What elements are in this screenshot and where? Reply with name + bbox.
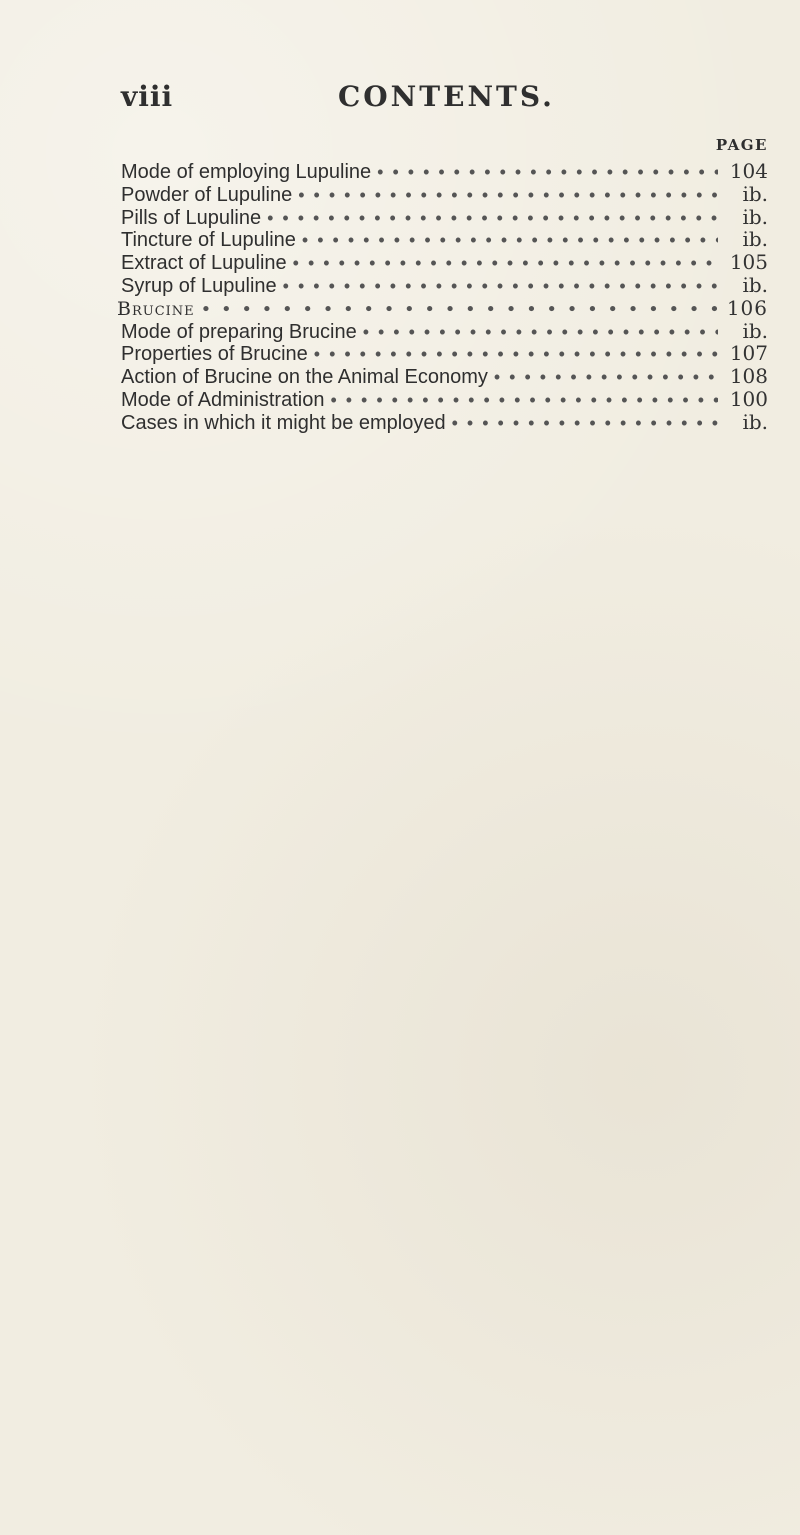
entry-page-number: 107 — [729, 341, 768, 366]
dot-leader — [283, 275, 718, 297]
page-header — [121, 80, 555, 114]
dot-leader — [363, 321, 718, 343]
contents-list — [117, 159, 768, 434]
entry-title: Syrup of Lupuline — [121, 274, 277, 297]
page-folio: viii — [121, 80, 174, 113]
contents-entry — [121, 388, 768, 411]
contents-entry — [121, 251, 768, 274]
entry-page-number: ib. — [742, 272, 768, 297]
entry-page-number: 106 — [726, 295, 768, 320]
entry-page-number: ib. — [742, 204, 768, 229]
contents-entry — [121, 365, 768, 388]
entry-title: Extract of Lupuline — [121, 252, 287, 275]
entry-title: Mode of preparing Brucine — [121, 320, 357, 343]
contents-section-entry — [117, 297, 768, 320]
entry-page-number: 104 — [729, 159, 768, 183]
entry-page-number: 105 — [729, 250, 768, 275]
entry-title: Cases in which it might be employed — [121, 411, 446, 434]
entry-title: Properties of Brucine — [121, 343, 308, 366]
contents-entry — [121, 183, 768, 206]
contents-entry — [121, 160, 768, 183]
entry-title: Mode of Administration — [121, 388, 325, 411]
dot-leader — [267, 207, 718, 229]
contents-entry — [121, 320, 768, 343]
entry-title: Pills of Lupuline — [121, 206, 262, 229]
dot-leader — [377, 161, 718, 183]
contents-entry — [121, 206, 768, 229]
entry-title: Mode of employing Lupuline — [121, 161, 372, 183]
entry-page-number: ib. — [742, 318, 768, 343]
entry-page-number: 100 — [729, 386, 768, 411]
contents-entry — [121, 228, 768, 251]
entry-page-number: 108 — [729, 364, 768, 389]
dot-leader — [452, 412, 718, 434]
entry-title: Powder of Lupuline — [121, 183, 293, 206]
entry-title: Action of Brucine on the Animal Economy — [121, 366, 488, 389]
dot-leader — [298, 184, 718, 206]
page-column-heading: PAGE — [715, 136, 768, 154]
section-title: Brucine — [117, 297, 195, 320]
entry-page-number: ib. — [742, 227, 768, 252]
dot-leader — [302, 229, 718, 251]
dot-leader — [201, 299, 718, 321]
dot-leader — [314, 343, 718, 365]
entry-page-number: ib. — [742, 409, 768, 434]
contents-entry — [121, 411, 768, 434]
entry-title: Tincture of Lupuline — [121, 229, 296, 252]
entry-page-number: ib. — [742, 181, 768, 206]
running-head: CONTENTS. — [338, 80, 555, 113]
dot-leader — [494, 366, 718, 388]
dot-leader — [330, 389, 718, 411]
contents-entry — [121, 274, 768, 297]
contents-entry — [121, 342, 768, 365]
dot-leader — [293, 252, 718, 274]
